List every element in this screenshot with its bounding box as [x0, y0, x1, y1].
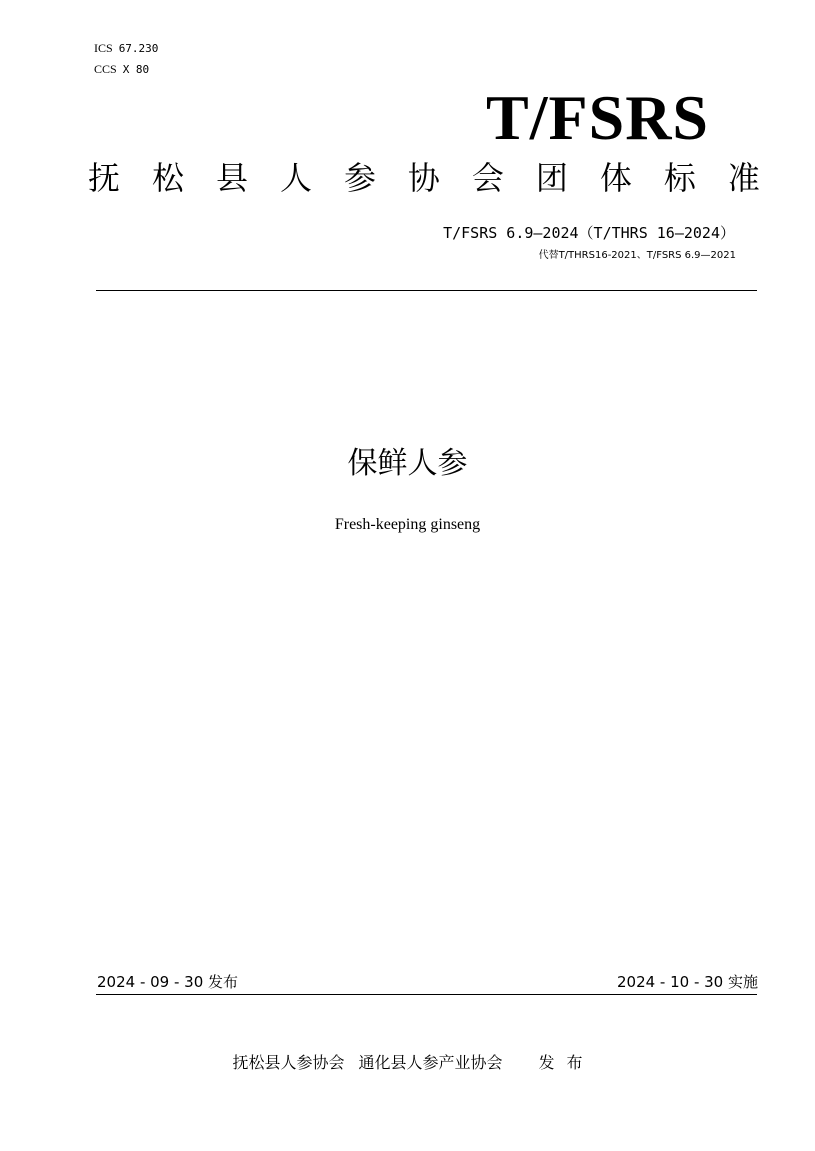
ccs-code: X 80	[122, 63, 150, 76]
standard-type-char: 松	[151, 159, 184, 197]
header-divider	[96, 290, 757, 291]
footer-divider	[96, 994, 757, 995]
standard-logo: T/FSRS	[486, 82, 709, 153]
ics-classification	[94, 40, 158, 57]
standard-type-char: 会	[471, 159, 504, 197]
standard-type-char: 参	[343, 159, 376, 197]
implement-date: 2024 - 10 - 30 实施	[616, 973, 758, 991]
standard-type-char: 抚	[88, 159, 121, 197]
ccs-classification	[94, 61, 149, 78]
ics-label: ICS	[94, 41, 113, 55]
issuer-line	[0, 1052, 815, 1074]
ccs-label: CCS	[94, 62, 117, 76]
standard-type-char: 体	[599, 159, 632, 197]
document-title-en: Fresh-keeping ginseng	[334, 516, 481, 533]
standard-type-char: 县	[215, 159, 248, 197]
document-title-zh: 保鲜人参	[347, 446, 468, 481]
publish-date: 2024 - 09 - 30 发布	[97, 973, 239, 991]
standard-number: T/FSRS 6.9—2024（T/THRS 16—2024）	[443, 224, 735, 242]
issuer-org-1: 抚松县人参协会	[232, 1053, 345, 1072]
ics-code: 67.230	[118, 42, 159, 55]
standard-type-char: 标	[663, 159, 696, 197]
standard-type-char: 准	[727, 159, 760, 197]
issue-action	[539, 1053, 583, 1072]
issue-action-char: 发	[538, 1053, 555, 1072]
issue-action-char: 布	[566, 1053, 583, 1072]
standard-type-char: 人	[279, 159, 312, 197]
replaces-note: 代替T/THRS16-2021、T/FSRS 6.9—2021	[538, 250, 736, 261]
standard-type-heading	[88, 155, 760, 201]
standard-type-char: 协	[407, 159, 440, 197]
standard-type-char: 团	[535, 159, 568, 197]
issuer-org-2: 通化县人参产业协会	[358, 1053, 503, 1072]
